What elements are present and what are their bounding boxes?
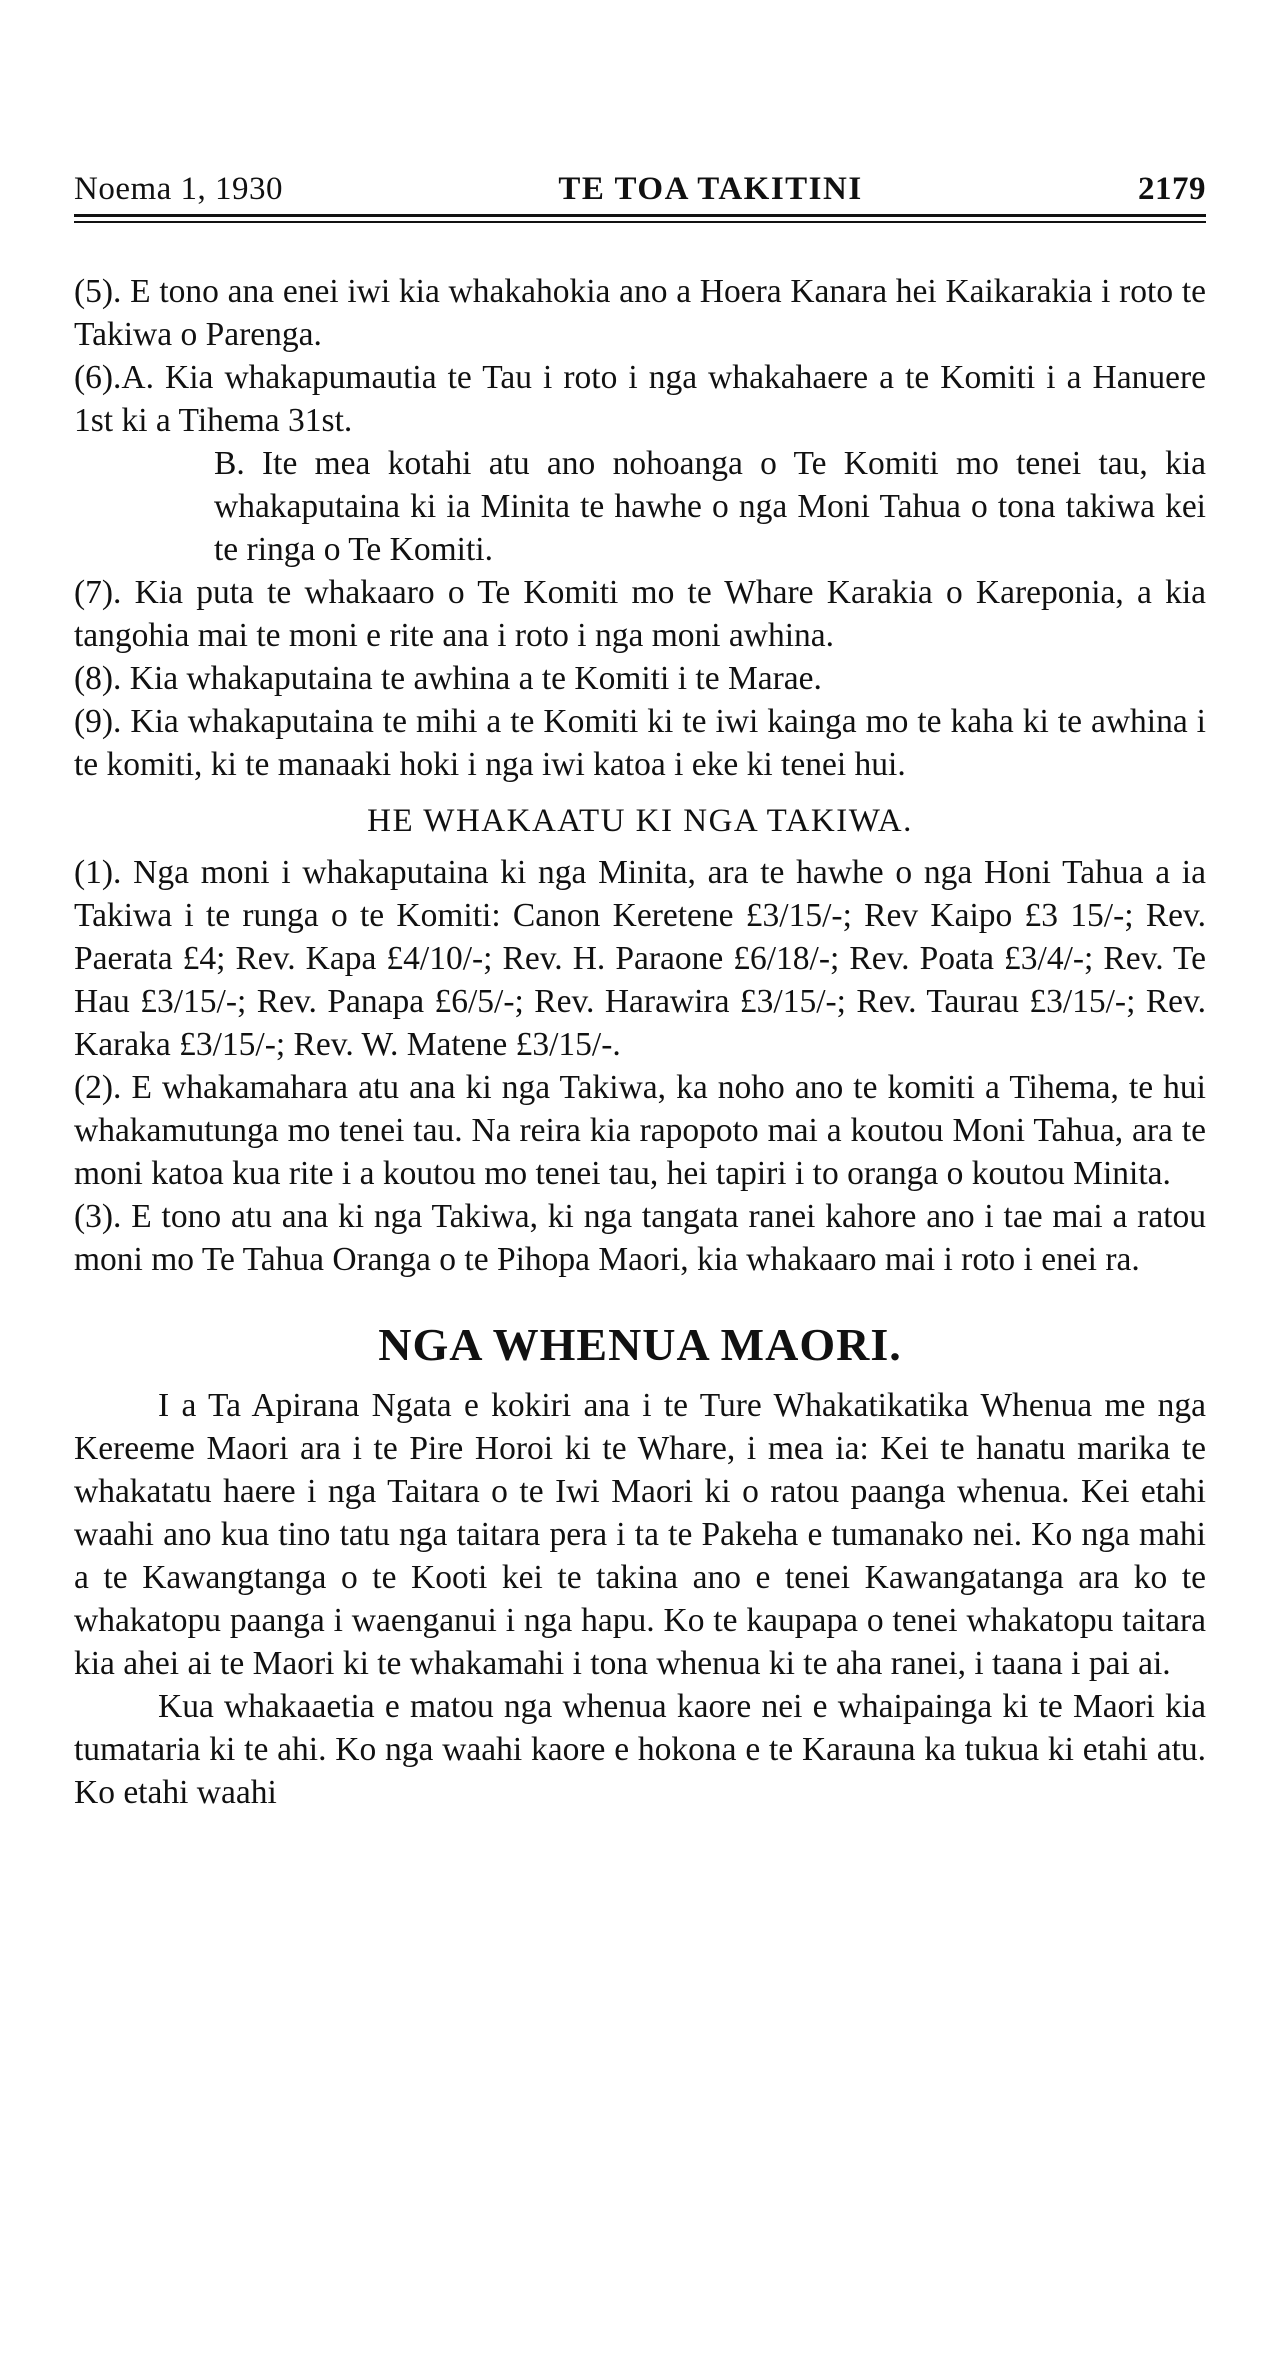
header-rule-bottom	[74, 221, 1206, 223]
header-title: TE TOA TAKITINI	[558, 171, 863, 207]
section-item-2: (2). E whakamahara atu ana ki nga Takiwa, ka noho ano te komiti a Tihema, te hui whakamutunga mo tenei tau. Na reira kia rapopoto mai a koutou Moni Tahua, ara te moni katoa kua rite i a koutou mo tenei tau, hei tapiri i to oranga o koutou Minita.	[74, 1069, 1206, 1192]
item-7: (7). Kia puta te whakaaro o Te Komiti mo te Whare Karakia o Kareponia, a kia tangohia mai te moni e rite ana i roto i nga moni awhina.	[74, 574, 1206, 654]
header-date: Noema 1, 1930	[74, 171, 284, 207]
article-paragraph-1: I a Ta Apirana Ngata e kokiri ana i te Ture Whakatikatika Whenua me nga Kereeme Maori ara i te Pire Horoi ki te Whare, i mea ia: Kei te hanatu marika te whakatatu haere i nga Taitara o te Iwi Maori ki o ratou paanga whenua. Kei etahi waahi ano kua tino tatu nga taitara pera i ta te Pakeha e tumanako nei. Ko nga mahi a te Kawangtanga o te Kooti kei te takina ano e tenei Kawangatanga ara ko te whakatopu paanga i waenganui i nga hapu. Ko te kaupapa o tenei whakatopu taitara kia ahei ai te Maori ki te whakamahi i tona whenua ki te aha ranei, i taana i pai ai.	[74, 1387, 1206, 1682]
section-heading: HE WHAKAATU KI NGA TAKIWA.	[367, 803, 913, 839]
item-6b: B. Ite mea kotahi atu ano nohoanga o Te Komiti mo tenei tau, kia whakaputaina ki ia Minita te hawhe o nga Moni Tahua o tona takiwa kei te ringa o Te Komiti.	[214, 445, 1206, 568]
item-6a: (6).A. Kia whakapumautia te Tau i roto i nga whakahaere a te Komiti i a Hanuere 1st ki a Tihema 31st.	[74, 359, 1206, 439]
item-5: (5). E tono ana enei iwi kia whakahokia ano a Hoera Kanara hei Kaikarakia i roto te Takiwa o Parenga.	[74, 273, 1206, 353]
header-rule-top	[74, 214, 1206, 217]
item-8: (8). Kia whakaputaina te awhina a te Komiti i te Marae.	[74, 660, 822, 697]
item-9: (9). Kia whakaputaina te mihi a te Komiti ki te iwi kainga mo te kaha ki te awhina i te komiti, ki te manaaki hoki i nga iwi katoa i eke ki tenei hui.	[74, 703, 1206, 783]
running-header	[74, 158, 1206, 208]
page-number: 2179	[1138, 171, 1206, 207]
article-paragraph-2: Kua whakaaetia e matou nga whenua kaore nei e whaipainga ki te Maori kia tumataria ki te ahi. Ko nga waahi kaore e hokona e te Karauna ka tukua ki etahi atu. Ko etahi waahi	[74, 1688, 1206, 1811]
section-item-3: (3). E tono atu ana ki nga Takiwa, ki nga tangata ranei kahore ano i tae mai a ratou moni mo Te Tahua Oranga o te Pihopa Maori, kia whakaaro mai i roto i enei ra.	[74, 1198, 1206, 1278]
article-heading: NGA WHENUA MAORI.	[378, 1319, 902, 1370]
section-item-1: (1). Nga moni i whakaputaina ki nga Minita, ara te hawhe o nga Honi Tahua a ia Takiwa i te runga o te Komiti: Canon Keretene £3/15/-; Rev Kaipo £3 15/-; Rev. Paerata £4; Rev. Kapa £4/10/-; Rev. H. Paraone £6/18/-; Rev. Poata £3/4/-; Rev. Te Hau £3/15/-; Rev. Panapa £6/5/-; Rev. Harawira £3/15/-; Rev. Taurau £3/15/-; Rev. Karaka £3/15/-; Rev. W. Matene £3/15/-.	[74, 854, 1206, 1063]
page-body	[74, 270, 1206, 1814]
